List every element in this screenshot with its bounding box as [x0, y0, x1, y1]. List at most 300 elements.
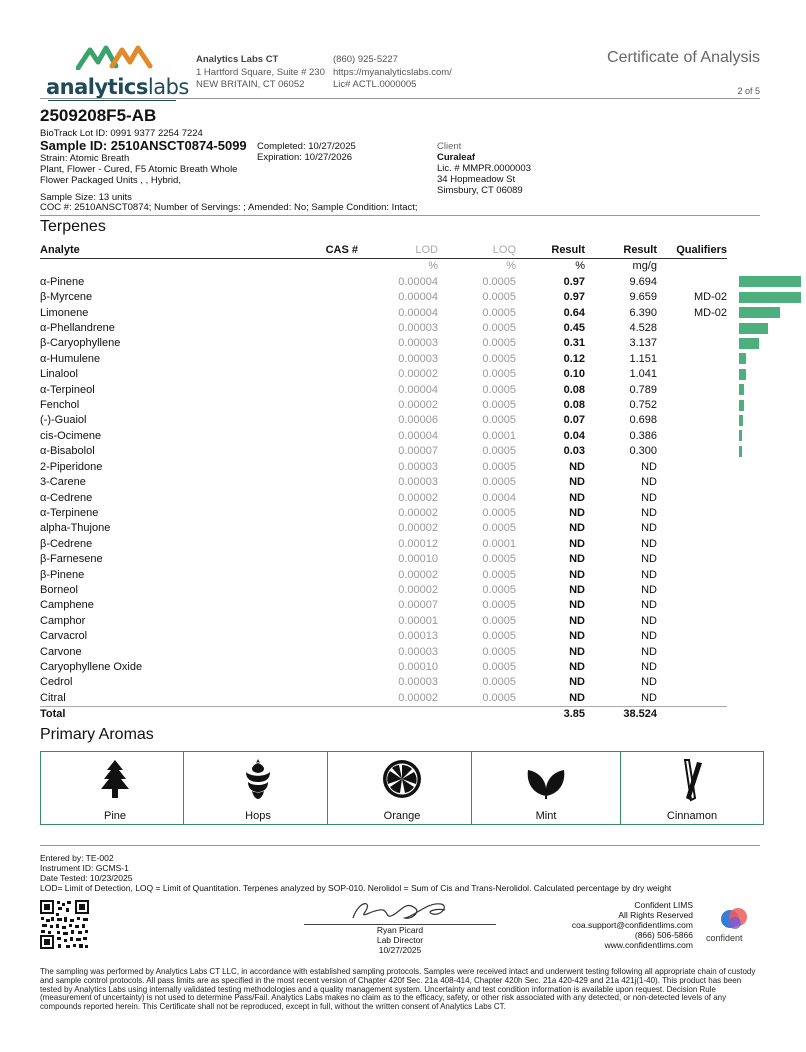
cell-analyte: cis-Ocimene	[40, 429, 102, 442]
table-header	[40, 243, 805, 259]
cell-bar	[727, 491, 805, 506]
cell-cas	[270, 506, 358, 521]
cell-bar	[727, 444, 805, 459]
cell-bar	[727, 336, 805, 351]
client-label: Client	[437, 141, 462, 152]
table-row	[40, 583, 805, 598]
cell-cas	[270, 275, 358, 290]
aroma-mint	[471, 751, 621, 825]
cell-result-mg: 9.694	[629, 275, 657, 288]
cell-lod: 0.00003	[398, 645, 438, 658]
cell-loq: 0.0005	[482, 583, 516, 596]
table-row	[40, 691, 805, 707]
client-addr2: Simsbury, CT 06089	[437, 185, 523, 196]
cell-result-mg: ND	[641, 645, 657, 658]
cell-qualifier	[657, 413, 727, 428]
signer-title: Lab Director	[376, 935, 424, 945]
lab-contact	[333, 54, 452, 92]
disclaimer: The sampling was performed by Analytics Labs CT LLC, in accordance with established sampling protocols. Samples were received intact and underwent testing following all appropriate chain of custody and sample control protocols. All pass limits are as specified in the most recent version of Chapter 420f Sec. 21a 408-414, Chapter 420h Sec. 21a 420-429 and 21a 421j(1-40). This product has been tested by Analytics Labs using internally validated testing methodologies and a quality management system. Uncertainty and test condition information is available upon request. Decision Rule (measurement of uncertainty) is not used to determine Pass/Fail. Analytics Labs makes no claim as to the efficacy, safety, or other risk associated with any detected, or non-detected levels of any compounds reported herein. This Certificate shall not be reproduced, except in full, without the written consent of Analytics Labs CT.	[40, 967, 756, 1012]
cell-bar	[727, 583, 805, 598]
table-row	[40, 429, 805, 444]
cell-loq: 0.0005	[482, 322, 516, 335]
cell-loq: 0.0005	[482, 676, 516, 689]
col-lod: LOD	[358, 243, 438, 259]
cell-qualifier	[657, 552, 727, 567]
table-row	[40, 398, 805, 413]
total-row	[40, 707, 805, 723]
units-row	[40, 259, 805, 275]
table-row	[40, 552, 805, 567]
cell-lod: 0.00004	[398, 291, 438, 304]
cell-result-mg: ND	[641, 522, 657, 535]
cell-loq: 0.0005	[482, 599, 516, 612]
cell-bar	[727, 660, 805, 675]
cell-result-pct: 0.03	[563, 445, 585, 458]
cell-result-pct: ND	[569, 614, 585, 627]
lab-name: Analytics Labs CT	[196, 54, 279, 65]
result-bar	[739, 400, 744, 411]
cell-result-mg: ND	[641, 506, 657, 519]
cell-result-mg: ND	[641, 553, 657, 566]
test-info	[40, 853, 671, 893]
table-row	[40, 568, 805, 583]
table-row	[40, 352, 805, 367]
cell-cas	[270, 598, 358, 613]
result-bar	[739, 369, 746, 380]
cell-lod: 0.00004	[398, 275, 438, 288]
cell-result-mg: 6.390	[629, 306, 657, 319]
sample-desc2: Flower Packaged Units , , Hybrid,	[40, 175, 181, 186]
cell-bar	[727, 614, 805, 629]
cell-analyte: β-Farnesene	[40, 553, 103, 566]
cell-bar	[727, 506, 805, 521]
cell-lod: 0.00003	[398, 322, 438, 335]
orange-slice-icon	[381, 758, 423, 800]
cell-result-mg: ND	[641, 583, 657, 596]
cell-qualifier	[657, 383, 727, 398]
unit-loq: %	[506, 260, 516, 273]
cell-cas	[270, 429, 358, 444]
cell-qualifier: MD-02	[693, 291, 727, 304]
aroma-label: Cinnamon	[666, 810, 718, 822]
cell-cas	[270, 413, 358, 428]
cell-bar	[727, 352, 805, 367]
cell-lod: 0.00003	[398, 352, 438, 365]
date-tested: Date Tested: 10/23/2025	[40, 873, 133, 883]
cell-lod: 0.00002	[398, 583, 438, 596]
mint-leaves-icon	[524, 758, 568, 800]
cell-cas	[270, 614, 358, 629]
lab-addr2: NEW BRITAIN, CT 06052	[196, 79, 305, 90]
lims-email[interactable]: coa.support@confidentlims.com	[571, 920, 693, 930]
cell-result-mg: ND	[641, 491, 657, 504]
cell-cas	[270, 383, 358, 398]
cell-result-pct: 0.31	[563, 337, 585, 350]
cell-result-pct: ND	[569, 630, 585, 643]
dates	[257, 141, 356, 163]
cell-loq: 0.0005	[482, 352, 516, 365]
signer-block	[304, 925, 496, 955]
cell-lod: 0.00002	[398, 691, 438, 704]
result-bar	[739, 307, 780, 318]
cell-result-pct: ND	[569, 691, 585, 704]
cell-result-mg: ND	[641, 460, 657, 473]
cell-loq: 0.0005	[482, 614, 516, 627]
header-divider	[40, 98, 760, 99]
cell-result-pct: 0.08	[563, 399, 585, 412]
cell-qualifier	[657, 491, 727, 506]
cell-qualifier	[657, 691, 727, 707]
hops-icon	[240, 758, 276, 800]
lims-name: Confident LIMS	[634, 900, 693, 910]
signer-name: Ryan Picard	[376, 925, 424, 935]
result-bar	[739, 430, 742, 441]
logo-underline	[48, 100, 176, 101]
cell-loq: 0.0005	[482, 553, 516, 566]
cell-bar	[727, 321, 805, 336]
cell-qualifier	[657, 598, 727, 613]
sample-id: Sample ID: 2510ANSCT0874-5099	[40, 138, 247, 153]
cell-result-mg: 0.386	[629, 429, 657, 442]
cell-qualifier	[657, 352, 727, 367]
completed-date: Completed: 10/27/2025	[257, 141, 356, 152]
confident-logo	[706, 906, 766, 946]
cell-bar	[727, 675, 805, 690]
cell-result-mg: 1.041	[629, 368, 657, 381]
aroma-orange	[327, 751, 477, 825]
cell-result-mg: ND	[641, 676, 657, 689]
cell-lod: 0.00003	[398, 476, 438, 489]
aroma-label: Hops	[245, 810, 271, 822]
cell-cas	[270, 460, 358, 475]
col-result-mg: Result	[585, 243, 657, 259]
table-row	[40, 537, 805, 552]
cell-analyte: Citral	[40, 691, 66, 704]
cell-bar	[727, 552, 805, 567]
cell-cas	[270, 336, 358, 351]
cell-bar	[727, 429, 805, 444]
result-bar	[739, 323, 768, 334]
cell-result-mg: 0.789	[629, 383, 657, 396]
cell-lod: 0.00002	[398, 522, 438, 535]
cell-bar	[727, 598, 805, 613]
cell-cas	[270, 398, 358, 413]
cell-cas	[270, 352, 358, 367]
table-row	[40, 491, 805, 506]
result-bar	[739, 338, 759, 349]
cell-result-mg: ND	[641, 568, 657, 581]
cell-lod: 0.00002	[398, 368, 438, 381]
pine-tree-icon	[97, 758, 133, 800]
cell-cas	[270, 583, 358, 598]
cell-lod: 0.00001	[398, 614, 438, 627]
cell-qualifier	[657, 506, 727, 521]
lab-phone: (860) 925-5227	[333, 54, 398, 65]
table-row	[40, 675, 805, 690]
cell-loq: 0.0005	[482, 383, 516, 396]
cell-lod: 0.00002	[398, 506, 438, 519]
terpenes-table	[40, 243, 805, 723]
qr-code[interactable]	[40, 900, 89, 949]
strain: Strain: Atomic Breath	[40, 153, 130, 164]
cell-cas	[270, 444, 358, 459]
cell-cas	[270, 568, 358, 583]
col-bar	[727, 243, 805, 259]
cell-analyte: α-Phellandrene	[40, 322, 115, 335]
cell-lod: 0.00013	[398, 630, 438, 643]
cell-result-pct: ND	[569, 537, 585, 550]
col-analyte: Analyte	[40, 243, 270, 259]
cell-result-pct: ND	[569, 583, 585, 596]
page-number: 2 of 5	[737, 86, 760, 96]
cell-result-pct: ND	[569, 676, 585, 689]
cell-loq: 0.0005	[482, 660, 516, 673]
cell-qualifier	[657, 367, 727, 382]
cell-bar	[727, 383, 805, 398]
table-row	[40, 444, 805, 459]
cell-lod: 0.00004	[398, 383, 438, 396]
cell-analyte: Linalool	[40, 368, 78, 381]
cell-analyte: Camphor	[40, 614, 86, 627]
cell-result-mg: 0.752	[629, 399, 657, 412]
cell-result-pct: 0.45	[563, 322, 585, 335]
cell-qualifier	[657, 444, 727, 459]
cell-cas	[270, 290, 358, 305]
cell-qualifier	[657, 583, 727, 598]
client-name: Curaleaf	[437, 152, 476, 163]
cell-lod: 0.00010	[398, 660, 438, 673]
lims-rights: All Rights Reserved	[618, 910, 693, 920]
cell-bar	[727, 306, 805, 321]
cell-lod: 0.00012	[398, 537, 438, 550]
cell-result-pct: 0.04	[563, 429, 585, 442]
instrument-id: Instrument ID: GCMS-1	[40, 863, 129, 873]
cell-analyte: β-Pinene	[40, 568, 85, 581]
cell-bar	[727, 537, 805, 552]
cell-lod: 0.00002	[398, 491, 438, 504]
cell-loq: 0.0005	[482, 522, 516, 535]
cell-bar	[727, 460, 805, 475]
total-label: Total	[40, 707, 270, 723]
cell-result-pct: ND	[569, 491, 585, 504]
cell-analyte: α-Bisabolol	[40, 445, 95, 458]
doc-title: Certificate of Analysis	[607, 49, 760, 66]
cell-bar	[727, 521, 805, 536]
cell-result-mg: 9.659	[629, 291, 657, 304]
cinnamon-sticks-icon	[677, 758, 707, 802]
cell-loq: 0.0004	[482, 491, 516, 504]
sign-date: 10/27/2025	[378, 945, 422, 955]
client-info	[437, 141, 531, 196]
cell-qualifier: MD-02	[693, 306, 727, 319]
cell-loq: 0.0001	[482, 537, 516, 550]
col-result-pct: Result	[516, 243, 585, 259]
cell-analyte: Cedrol	[40, 676, 73, 689]
cell-analyte: Carvone	[40, 645, 82, 658]
cell-qualifier	[657, 398, 727, 413]
cell-result-pct: 0.07	[563, 414, 585, 427]
aroma-label: Orange	[383, 810, 421, 822]
lab-url[interactable]: https://myanalyticslabs.com/	[333, 66, 452, 78]
unit-pct: %	[575, 260, 585, 273]
cell-lod: 0.00007	[398, 599, 438, 612]
cell-cas	[270, 691, 358, 707]
cell-loq: 0.0005	[482, 445, 516, 458]
cell-analyte: α-Terpinene	[40, 506, 99, 519]
table-row	[40, 506, 805, 521]
cell-bar	[727, 568, 805, 583]
cell-result-pct: 0.64	[563, 306, 585, 319]
table-row	[40, 598, 805, 613]
cell-result-mg: 3.137	[629, 337, 657, 350]
cell-result-mg: ND	[641, 599, 657, 612]
cell-result-pct: ND	[569, 660, 585, 673]
cell-result-mg: 1.151	[629, 352, 657, 365]
aroma-cinnamon	[620, 751, 764, 825]
table-row	[40, 521, 805, 536]
cell-cas	[270, 306, 358, 321]
client-addr1: 34 Hopmeadow St	[437, 174, 516, 185]
cell-qualifier	[657, 675, 727, 690]
cell-cas	[270, 645, 358, 660]
sample-size: Sample Size: 13 units	[40, 192, 132, 203]
lab-addr1: 1 Hartford Square, Suite # 230	[196, 66, 325, 78]
cell-cas	[270, 675, 358, 690]
table-row	[40, 306, 805, 321]
cell-cas	[270, 367, 358, 382]
lab-license: Lic# ACTL.0000005	[333, 79, 417, 90]
aromas-heading: Primary Aromas	[40, 726, 154, 743]
cell-loq: 0.0001	[482, 429, 516, 442]
cell-result-pct: 0.08	[563, 383, 585, 396]
col-loq: LOQ	[438, 243, 516, 259]
cell-result-pct: ND	[569, 522, 585, 535]
cell-loq: 0.0005	[482, 275, 516, 288]
cell-loq: 0.0005	[482, 291, 516, 304]
col-qualifiers: Qualifiers	[657, 243, 727, 259]
cell-result-mg: ND	[641, 476, 657, 489]
cell-bar	[727, 398, 805, 413]
lims-url[interactable]: www.confidentlims.com	[604, 940, 693, 950]
cell-analyte: Camphene	[40, 599, 94, 612]
cell-loq: 0.0005	[482, 368, 516, 381]
terpenes-heading: Terpenes	[40, 218, 106, 235]
cell-qualifier	[657, 475, 727, 490]
table-row	[40, 614, 805, 629]
cell-analyte: β-Cedrene	[40, 537, 93, 550]
cell-qualifier	[657, 660, 727, 675]
cell-result-pct: ND	[569, 568, 585, 581]
cell-bar	[727, 275, 805, 290]
table-row	[40, 336, 805, 351]
table-row	[40, 275, 805, 290]
cell-bar	[727, 413, 805, 428]
cell-result-pct: 0.12	[563, 352, 585, 365]
cell-analyte: α-Humulene	[40, 352, 101, 365]
aroma-label: Pine	[103, 810, 127, 822]
cell-analyte: β-Myrcene	[40, 291, 93, 304]
cell-cas	[270, 629, 358, 644]
cell-result-pct: 0.97	[563, 291, 585, 304]
cell-loq: 0.0005	[482, 414, 516, 427]
cell-loq: 0.0005	[482, 645, 516, 658]
sample-divider	[40, 215, 760, 216]
cell-cas	[270, 491, 358, 506]
unit-lod: %	[428, 260, 438, 273]
cell-cas	[270, 321, 358, 336]
aroma-label: Mint	[535, 810, 557, 822]
cell-result-mg: ND	[641, 630, 657, 643]
cell-result-pct: ND	[569, 645, 585, 658]
total-mg: 38.524	[585, 707, 657, 723]
cell-qualifier	[657, 537, 727, 552]
cell-cas	[270, 521, 358, 536]
cell-analyte: Borneol	[40, 583, 78, 596]
table-row	[40, 475, 805, 490]
result-bar	[739, 276, 801, 287]
cell-analyte: 3-Carene	[40, 476, 86, 489]
cell-loq: 0.0005	[482, 506, 516, 519]
table-row	[40, 321, 805, 336]
table-row	[40, 383, 805, 398]
expiration-date: Expiration: 10/27/2026	[257, 152, 353, 163]
cell-loq: 0.0005	[482, 476, 516, 489]
cell-lod: 0.00007	[398, 445, 438, 458]
total-pct: 3.85	[516, 707, 585, 723]
cell-result-mg: 0.300	[629, 445, 657, 458]
cell-bar	[727, 645, 805, 660]
cell-cas	[270, 552, 358, 567]
cell-analyte: Carvacrol	[40, 630, 88, 643]
cell-lod: 0.00006	[398, 414, 438, 427]
cell-qualifier	[657, 614, 727, 629]
table-row	[40, 629, 805, 644]
cell-lod: 0.00003	[398, 337, 438, 350]
lab-logo	[46, 44, 189, 100]
table-row	[40, 367, 805, 382]
cell-loq: 0.0005	[482, 691, 516, 704]
cell-analyte: Fenchol	[40, 399, 80, 412]
cell-result-mg: ND	[641, 614, 657, 627]
cell-loq: 0.0005	[482, 337, 516, 350]
table-row	[40, 413, 805, 428]
result-bar	[739, 415, 743, 426]
cell-lod: 0.00010	[398, 553, 438, 566]
cell-lod: 0.00003	[398, 460, 438, 473]
cell-qualifier	[657, 460, 727, 475]
cell-result-pct: ND	[569, 476, 585, 489]
cell-qualifier	[657, 275, 727, 290]
result-bar	[739, 292, 801, 303]
cell-result-mg: ND	[641, 537, 657, 550]
cell-qualifier	[657, 321, 727, 336]
method-notes: LOD= Limit of Detection, LOQ = Limit of Quantitation. Terpenes analyzed by SOP-010. Nerolidol = Sum of Cis and Trans-Nerolidol. Calculated percentage by dry weight	[40, 883, 672, 893]
cell-analyte: α-Terpineol	[40, 383, 95, 396]
lims-info	[572, 900, 693, 950]
cell-loq: 0.0005	[482, 630, 516, 643]
cell-bar	[727, 367, 805, 382]
cell-analyte: α-Cedrene	[40, 491, 93, 504]
cell-cas	[270, 660, 358, 675]
cell-bar	[727, 475, 805, 490]
sample-desc1: Plant, Flower - Cured, F5 Atomic Breath Whole	[40, 164, 238, 175]
cell-lod: 0.00004	[398, 306, 438, 319]
cell-bar	[727, 691, 805, 707]
cell-analyte: alpha-Thujone	[40, 522, 111, 535]
cell-analyte: α-Pinene	[40, 275, 85, 288]
result-bar	[739, 446, 742, 457]
lims-phone: (866) 506-5866	[634, 930, 693, 940]
